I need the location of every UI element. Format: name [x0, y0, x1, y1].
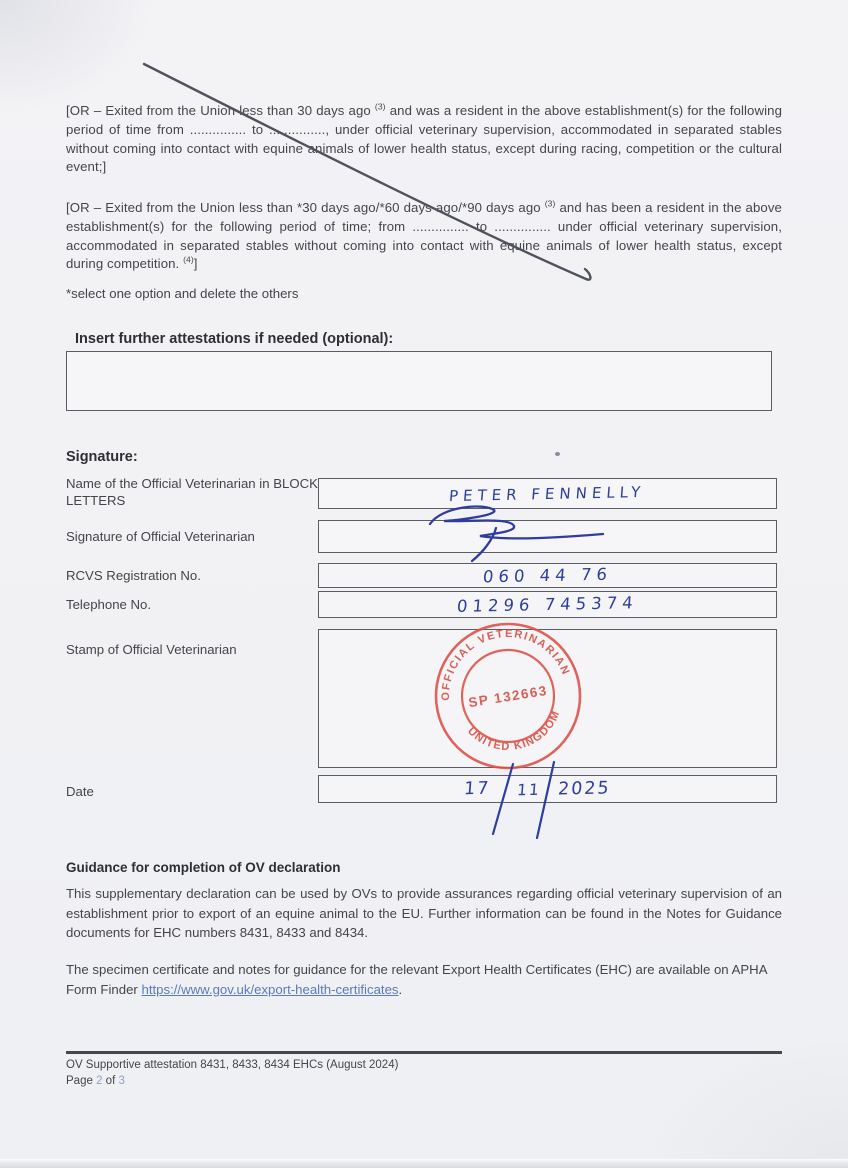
- paragraph-text: .: [398, 981, 403, 997]
- paragraph-text: The specimen certificate and notes for guidance for the relevant Export Health Certificates (EHC) are available on APHA Form Finder: [66, 962, 767, 997]
- or-option-1-paragraph: [66, 102, 782, 177]
- export-health-certificates-link[interactable]: https://www.gov.uk/export-health-certificates: [141, 981, 399, 997]
- footnote-marker-4: (4): [183, 255, 194, 265]
- stamp-field[interactable]: [318, 629, 777, 768]
- page-current: 2: [96, 1075, 103, 1087]
- stamp-field-label: Stamp of Official Veterinarian: [66, 642, 237, 657]
- rcvs-handwritten-value: 060 44 76: [482, 564, 613, 587]
- guidance-paragraph-2: [66, 960, 782, 999]
- stamp-arc-bottom-text: UNITED KINGDOM: [465, 708, 563, 754]
- date-field[interactable]: [318, 775, 777, 803]
- rcvs-field-label: RCVS Registration No.: [66, 568, 201, 583]
- paragraph-text: ]: [193, 256, 198, 272]
- telephone-handwritten-value: 01296 745374: [456, 593, 639, 616]
- paragraph-text: and was a resident in the above establishment(s) for the following period of time from ............... to ..............., under official veterinary supervision, accommodated in separated stables without coming into contact with equine animals of lower health status, except during racing, competition or the cultural event;]: [66, 103, 783, 175]
- paragraph-text: [OR – Exited from the Union less than 30 days ago: [66, 103, 375, 118]
- footer-document-title: OV Supportive attestation 8431, 8433, 8434 EHCs (August 2024): [66, 1059, 399, 1071]
- page-total: 3: [118, 1075, 125, 1087]
- select-option-note: *select one option and delete the others: [66, 286, 299, 301]
- footnote-marker-3: (3): [374, 101, 386, 112]
- footer-divider: [66, 1051, 782, 1054]
- of-word: of: [105, 1075, 116, 1087]
- stamp-arc-top-text: OFFICIAL VETERINARIAN: [439, 627, 573, 701]
- further-attestations-heading: Insert further attestations if needed (optional):: [75, 331, 394, 347]
- further-attestations-field[interactable]: [66, 351, 772, 411]
- name-handwritten-value: PETER FENNELLY: [448, 482, 647, 505]
- name-field[interactable]: [318, 478, 777, 509]
- scan-edge-shadow: [0, 1159, 848, 1168]
- date-field-label: Date: [66, 784, 94, 799]
- telephone-field-label: Telephone No.: [66, 597, 152, 612]
- name-field-label: Name of the Official Veterinarian in BLOCK LETTERS: [66, 476, 318, 508]
- date-year-handwritten: 2025: [557, 778, 612, 800]
- signature-field-label: Signature of Official Veterinarian: [66, 529, 255, 544]
- ink-mark: [555, 452, 560, 456]
- date-day-handwritten: 17: [463, 778, 492, 800]
- telephone-field[interactable]: [318, 591, 777, 618]
- footnote-marker-3: (3): [544, 198, 556, 209]
- paragraph-text: and has been a resident in the above establishment(s) for the following period of time; from ............... to ............... under official veterinary supervision, accommodated in separated stables without coming into contact with equine animals of lower health status, except during competition.: [66, 200, 782, 272]
- paragraph-text: [OR – Exited from the Union less than *30 days ago/*60 days ago/*90 days ago: [66, 200, 545, 215]
- page-word: Page: [66, 1075, 93, 1087]
- signature-field[interactable]: [318, 520, 777, 553]
- footer-page-number: [66, 1074, 125, 1089]
- signature-section-heading: Signature:: [66, 449, 138, 465]
- guidance-paragraph-1: This supplementary declaration can be used by OVs to provide assurances regarding official veterinary supervision of an establishment prior to export of an equine animal to the EU. Further information can be found in the Notes for Guidance documents for EHC numbers 8431, 8433 and 8434.: [66, 886, 782, 940]
- rcvs-field[interactable]: [318, 563, 777, 588]
- date-month-handwritten: 11: [516, 780, 542, 800]
- or-option-2-paragraph: [66, 199, 782, 274]
- guidance-heading: Guidance for completion of OV declaration: [66, 860, 341, 875]
- stamp-center-text: SP 132663: [467, 682, 549, 711]
